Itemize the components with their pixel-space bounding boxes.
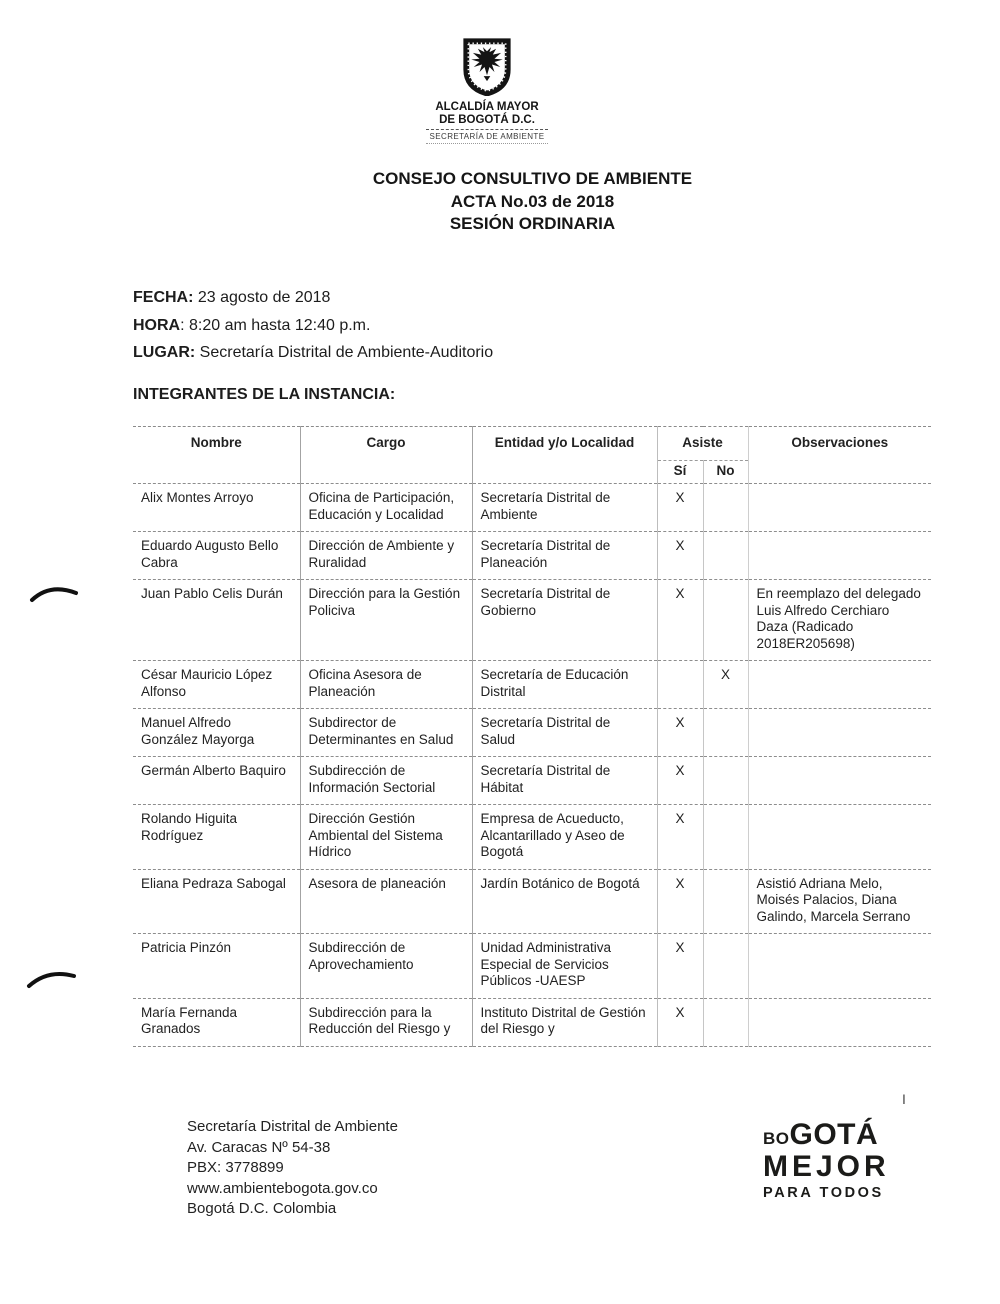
brand-bo: BO bbox=[763, 1129, 790, 1148]
member-observaciones bbox=[748, 757, 931, 805]
member-observaciones: Asistió Adriana Melo, Moisés Palacios, Diana Galindo, Marcela Serrano bbox=[748, 869, 931, 934]
member-nombre: Rolando Higuita Rodríguez bbox=[133, 805, 300, 870]
document-title bbox=[330, 168, 735, 236]
hora-value: : 8:20 am hasta 12:40 p.m. bbox=[180, 316, 371, 334]
member-entidad: Secretaría Distrital de Hábitat bbox=[472, 757, 657, 805]
member-nombre: Alix Montes Arroyo bbox=[133, 484, 300, 532]
member-cargo: Dirección para la Gestión Policiva bbox=[300, 580, 472, 661]
section-title-integrantes: INTEGRANTES DE LA INSTANCIA: bbox=[133, 386, 396, 403]
member-asiste-no bbox=[703, 934, 748, 999]
col-header-observaciones: Observaciones bbox=[748, 427, 931, 461]
member-entidad: Jardín Botánico de Bogotá bbox=[472, 869, 657, 934]
member-entidad: Secretaría Distrital de Ambiente bbox=[472, 484, 657, 532]
subheader-empty-3 bbox=[472, 460, 657, 484]
table-row bbox=[133, 757, 931, 805]
title-line-3: SESIÓN ORDINARIA bbox=[449, 214, 616, 233]
hora-label: HORA bbox=[133, 316, 181, 334]
members-table bbox=[133, 426, 931, 1047]
bogota-coat-of-arms-icon bbox=[462, 38, 512, 96]
title-line-1: CONSEJO CONSULTIVO DE AMBIENTE bbox=[372, 169, 693, 188]
crest-name-line2: DE BOGOTÁ D.C. bbox=[439, 113, 535, 126]
col-header-asiste: Asiste bbox=[657, 427, 748, 461]
col-header-no: No bbox=[703, 460, 748, 484]
subheader-empty-4 bbox=[748, 460, 931, 484]
member-asiste-no bbox=[703, 484, 748, 532]
lugar-value: Secretaría Distrital de Ambiente-Auditorio bbox=[195, 344, 494, 361]
col-header-cargo: Cargo bbox=[300, 427, 472, 461]
member-nombre: Patricia Pinzón bbox=[133, 934, 300, 999]
col-header-nombre: Nombre bbox=[133, 427, 300, 461]
member-entidad: Unidad Administrativa Especial de Servicios Públicos -UAESP bbox=[472, 934, 657, 999]
member-cargo: Subdirección de Información Sectorial bbox=[300, 757, 472, 805]
member-cargo: Oficina Asesora de Planeación bbox=[300, 661, 472, 709]
member-asiste-no bbox=[703, 580, 748, 661]
member-cargo: Subdirector de Determinantes en Salud bbox=[300, 709, 472, 757]
member-asiste-si: X bbox=[657, 805, 703, 870]
footer-line-website: www.ambientebogota.gov.co bbox=[187, 1179, 378, 1197]
table-row bbox=[133, 934, 931, 999]
brand-bogota bbox=[763, 1118, 890, 1152]
brand-mejor: MEJOR bbox=[763, 1150, 890, 1183]
member-entidad: Secretaría Distrital de Salud bbox=[472, 709, 657, 757]
crest-subtitle: SECRETARÍA DE AMBIENTE bbox=[426, 129, 549, 144]
member-cargo: Oficina de Participación, Educación y Localidad bbox=[300, 484, 472, 532]
member-observaciones: En reemplazo del delegado Luis Alfredo Cerchiaro Daza (Radicado 2018ER205698) bbox=[748, 580, 931, 661]
crest-name bbox=[435, 101, 538, 126]
page-number-mark: I bbox=[902, 1091, 906, 1107]
member-nombre: Eduardo Augusto Bello Cabra bbox=[133, 532, 300, 580]
hora-line bbox=[133, 317, 493, 335]
lugar-label: LUGAR: bbox=[133, 344, 196, 361]
member-asiste-no: X bbox=[703, 661, 748, 709]
table-row bbox=[133, 661, 931, 709]
table-row bbox=[133, 709, 931, 757]
member-observaciones bbox=[748, 661, 931, 709]
subheader-empty-1 bbox=[133, 460, 300, 484]
fecha-line bbox=[133, 289, 493, 307]
member-nombre: Eliana Pedraza Sabogal bbox=[133, 869, 300, 934]
member-entidad: Empresa de Acueducto, Alcantarillado y Aseo de Bogotá bbox=[472, 805, 657, 870]
header-crest bbox=[387, 38, 587, 144]
member-observaciones bbox=[748, 998, 931, 1046]
title-line-2: ACTA No.03 de 2018 bbox=[450, 191, 615, 211]
member-asiste-si: X bbox=[657, 580, 703, 661]
footer-line-street: Av. Caracas Nº 54-38 bbox=[187, 1138, 331, 1156]
bogota-mejor-para-todos-logo bbox=[763, 1118, 890, 1204]
header-row bbox=[133, 427, 931, 461]
member-cargo: Subdirección de Aprovechamiento bbox=[300, 934, 472, 999]
member-asiste-si: X bbox=[657, 532, 703, 580]
pen-mark-icon bbox=[28, 580, 84, 608]
member-cargo: Dirección Gestión Ambiental del Sistema Hídrico bbox=[300, 805, 472, 870]
col-header-si: Sí bbox=[657, 460, 703, 484]
member-observaciones bbox=[748, 934, 931, 999]
member-asiste-si: X bbox=[657, 709, 703, 757]
member-asiste-si: X bbox=[657, 757, 703, 805]
crest-name-line1: ALCALDÍA MAYOR bbox=[435, 101, 539, 113]
member-observaciones bbox=[748, 484, 931, 532]
member-entidad: Instituto Distrital de Gestión del Riesgo y bbox=[472, 998, 657, 1046]
members-table-body bbox=[133, 484, 931, 1047]
members-table-wrap bbox=[133, 426, 931, 1047]
member-asiste-si: X bbox=[657, 484, 703, 532]
footer-line-pbx: PBX: 3778899 bbox=[187, 1159, 284, 1176]
member-nombre: César Mauricio López Alfonso bbox=[133, 661, 300, 709]
table-row bbox=[133, 869, 931, 934]
member-asiste-no bbox=[703, 757, 748, 805]
footer-line-entity: Secretaría Distrital de Ambiente bbox=[187, 1118, 398, 1135]
footer-line-city: Bogotá D.C. Colombia bbox=[187, 1200, 337, 1217]
col-header-entidad: Entidad y/o Localidad bbox=[472, 427, 657, 461]
member-entidad: Secretaría Distrital de Gobierno bbox=[472, 580, 657, 661]
member-asiste-si bbox=[657, 661, 703, 709]
member-nombre: María Fernanda Granados bbox=[133, 998, 300, 1046]
subheader-empty-2 bbox=[300, 460, 472, 484]
meeting-meta bbox=[133, 289, 493, 372]
member-cargo: Asesora de planeación bbox=[300, 869, 472, 934]
member-asiste-no bbox=[703, 709, 748, 757]
member-asiste-si: X bbox=[657, 998, 703, 1046]
brand-para-todos: PARA TODOS bbox=[763, 1185, 884, 1201]
member-observaciones bbox=[748, 709, 931, 757]
member-cargo: Subdirección para la Reducción del Riesgo y bbox=[300, 998, 472, 1046]
member-nombre: Manuel Alfredo González Mayorga bbox=[133, 709, 300, 757]
member-asiste-no bbox=[703, 805, 748, 870]
member-asiste-si: X bbox=[657, 934, 703, 999]
table-row bbox=[133, 532, 931, 580]
member-asiste-si: X bbox=[657, 869, 703, 934]
member-entidad: Secretaría de Educación Distrital bbox=[472, 661, 657, 709]
member-asiste-no bbox=[703, 869, 748, 934]
member-entidad: Secretaría Distrital de Planeación bbox=[472, 532, 657, 580]
footer-address bbox=[187, 1117, 398, 1220]
subheader-row bbox=[133, 460, 931, 484]
lugar-line bbox=[133, 344, 493, 362]
fecha-label: FECHA: bbox=[133, 289, 194, 306]
member-nombre: Germán Alberto Baquiro bbox=[133, 757, 300, 805]
table-row bbox=[133, 484, 931, 532]
table-row bbox=[133, 998, 931, 1046]
brand-gota: GOTÁ bbox=[789, 1118, 879, 1151]
member-cargo: Dirección de Ambiente y Ruralidad bbox=[300, 532, 472, 580]
member-asiste-no bbox=[703, 532, 748, 580]
pen-mark-icon bbox=[24, 965, 80, 993]
table-row bbox=[133, 805, 931, 870]
fecha-value: 23 agosto de 2018 bbox=[193, 289, 331, 306]
member-asiste-no bbox=[703, 998, 748, 1046]
members-table-head bbox=[133, 427, 931, 484]
member-nombre: Juan Pablo Celis Durán bbox=[133, 580, 300, 661]
member-observaciones bbox=[748, 805, 931, 870]
member-observaciones bbox=[748, 532, 931, 580]
table-row bbox=[133, 580, 931, 661]
